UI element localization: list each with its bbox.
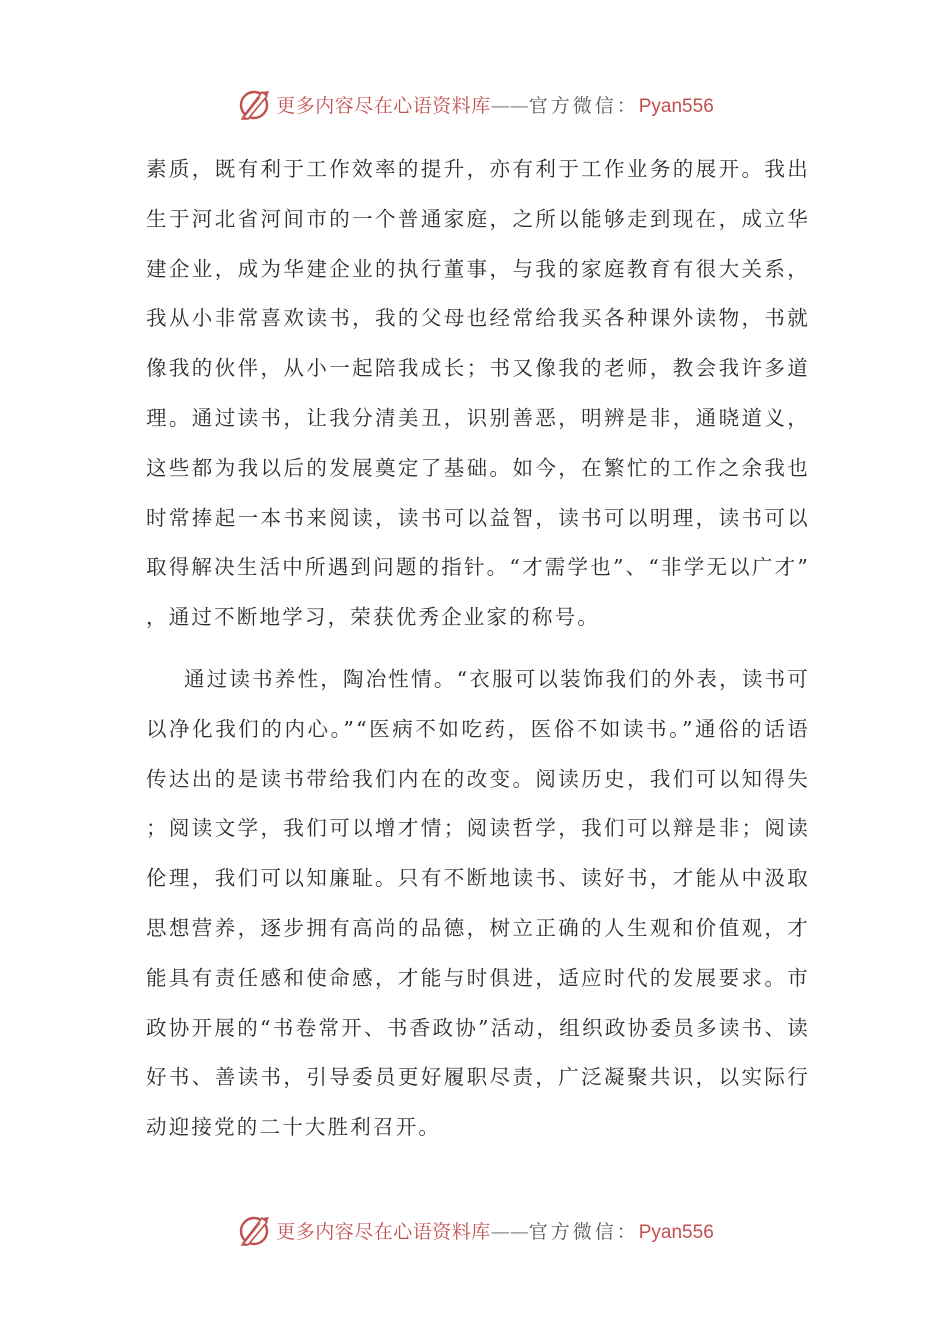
page-footer-banner xyxy=(0,1210,950,1250)
footer-wechat-id: Pyan556 xyxy=(638,1221,714,1243)
header-wechat-id: Pyan556 xyxy=(638,95,714,117)
body-paragraph-2: 通过读书养性，陶冶性情。“衣服可以装饰我们的外表，读书可以净化我们的内心。”“医病不如吃药，医俗不如读书。”通俗的话语传达出的是读书带给我们内在的改变。阅读历史，我们可以知得失；阅读文学，我们可以增才情；阅读哲学，我们可以辩是非；阅读伦理，我们可以知廉耻。只有不断地读书、读好书，才能从中汲取思想营养，逐步拥有高尚的品德，树立正确的人生观和价值观，才能具有责任感和使命感，才能与时俱进，适应时代的发展要求。市政协开展的“书卷常开、书香政协”活动，组织政协委员多读书、读好书、善读书，引导委员更好履职尽责，广泛凝聚共识，以实际行动迎接党的二十大胜利召开。 xyxy=(146,666,810,1140)
page-header-banner xyxy=(0,84,950,124)
footer-prefix: 更多内容尽在心语资料库 xyxy=(276,1220,491,1243)
document-body xyxy=(146,145,810,1153)
pen-logo-icon xyxy=(236,86,272,122)
footer-text xyxy=(276,1217,714,1244)
header-dash: —— xyxy=(490,94,529,117)
footer-wechat-label: 官方微信： xyxy=(528,1220,639,1243)
header-wechat-label: 官方微信： xyxy=(528,94,639,117)
header-text xyxy=(276,91,714,118)
footer-dash: —— xyxy=(490,1220,529,1243)
header-prefix: 更多内容尽在心语资料库 xyxy=(276,94,491,117)
pen-logo-icon xyxy=(236,1212,272,1248)
body-paragraph-1: 素质，既有利于工作效率的提升，亦有利于工作业务的展开。我出生于河北省河间市的一个普通家庭，之所以能够走到现在，成立华建企业，成为华建企业的执行董事，与我的家庭教育有很大关系，我从小非常喜欢读书，我的父母也经常给我买各种课外读物，书就像我的伙伴，从小一起陪我成长；书又像我的老师，教会我许多道理。通过读书，让我分清美丑，识别善恶，明辨是非，通晓道义，这些都为我以后的发展奠定了基础。如今，在繁忙的工作之余我也时常捧起一本书来阅读，读书可以益智，读书可以明理，读书可以取得解决生活中所遇到问题的指针。“才需学也”、“非学无以广才”，通过不断地学习，荣获优秀企业家的称号。 xyxy=(146,157,810,630)
